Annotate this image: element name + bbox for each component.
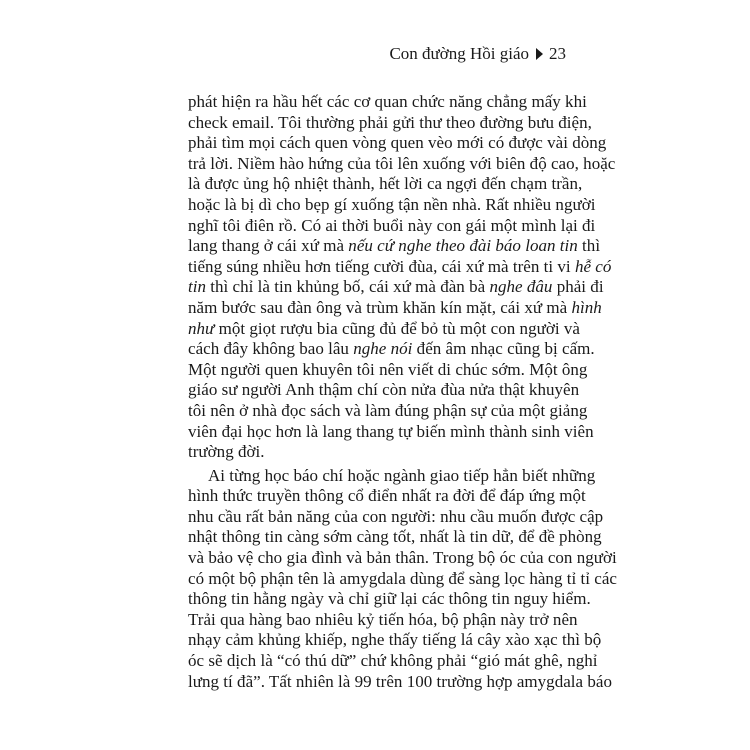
italic-phrase: nghe nói — [353, 339, 413, 359]
text-line — [188, 174, 583, 195]
text-line — [188, 339, 595, 360]
text-line — [188, 256, 612, 278]
text-line — [188, 92, 587, 113]
text-run: và bảo vệ cho gia đình và bản thân. Trong bộ óc của con người — [188, 548, 617, 568]
italic-phrase: như — [188, 318, 215, 338]
italic-phrase: hình — [571, 297, 602, 317]
text-run: phải đi — [552, 277, 604, 297]
text-run: phải tìm mọi cách quen vòng quen vèo mới có được vài dòng — [188, 133, 607, 153]
text-run: nhạy cảm khủng khiếp, nghe thấy tiếng lá cây xào xạc thì bộ — [188, 630, 602, 650]
text-run: hoặc là bị dì cho bẹp gí xuống tận nền nhà. Rất nhiều người — [188, 194, 596, 214]
text-run: tiếng súng nhiều hơn tiếng cười đùa, cái xứ mà trên ti vi — [188, 256, 575, 276]
text-line — [188, 465, 596, 487]
text-line — [188, 651, 598, 672]
text-line — [188, 630, 602, 651]
text-line — [188, 194, 596, 216]
text-run: lưng tí đã”. Tất nhiên là 99 trên 100 trường hợp amygdala báo — [188, 671, 612, 691]
text-run: thì chỉ là tin khủng bố, cái xứ mà đàn bà — [206, 277, 490, 297]
text-run: lang thang ở cái xứ mà — [188, 236, 349, 256]
text-run: năm bước sau đàn ông và trùm khăn kín mặt, cái xứ mà — [188, 297, 572, 317]
italic-phrase: tin — [188, 277, 207, 297]
text-line — [188, 400, 588, 422]
text-run: check email. Tôi thường phải gửi thư theo đường bưu điện, — [188, 112, 592, 132]
text-line — [188, 215, 596, 237]
text-run: Trải qua hàng bao nhiêu kỷ tiến hóa, bộ phận này trở nên — [188, 609, 578, 629]
text-run: một giọt rượu bia cũng đủ để bỏ tù một con người và — [214, 318, 580, 338]
text-line — [188, 297, 602, 319]
running-head-title: Con đường Hồi giáo — [389, 44, 529, 63]
text-line — [188, 277, 604, 298]
text-run: óc sẽ dịch là “có thú dữ” chứ không phải “gió mát ghê, nghỉ — [188, 651, 598, 671]
text-run: nghĩ tôi điên rồ. Có ai thời buổi này con gái một mình lại đi — [188, 215, 596, 235]
text-run: cách đây không bao lâu — [188, 339, 354, 359]
paragraph — [188, 92, 616, 463]
text-run: trả lời. Niềm hào hứng của tôi lên xuống với biên độ cao, hoặc — [188, 153, 616, 173]
text-run: có một bộ phận tên là amygdala dùng để sàng lọc hàng tỉ tỉ các — [188, 568, 617, 588]
text-line — [188, 568, 617, 590]
italic-phrase: nếu cứ nghe theo đài báo loan tin — [348, 236, 578, 256]
text-run: giáo sư người Anh thậm chí còn nửa đùa nửa thật khuyên — [188, 380, 580, 400]
text-line — [188, 153, 616, 175]
text-line — [188, 133, 607, 154]
text-run: Ai từng học báo chí hoặc ngành giao tiếp hẳn biết những — [208, 465, 596, 485]
italic-phrase: hễ có — [574, 256, 612, 276]
text-run: nhu cầu rất bản năng của con người: nhu cầu muốn được cập — [188, 506, 604, 526]
italic-phrase: nghe đâu — [489, 277, 553, 297]
text-line — [188, 359, 588, 381]
triangle-marker-icon — [536, 48, 543, 60]
text-line — [188, 609, 578, 631]
text-run: hình thức truyền thông cổ điển nhất ra đời để đáp ứng một — [188, 486, 586, 506]
text-line — [188, 589, 591, 610]
text-run: thông tin hằng ngày và chỉ giữ lại các thông tin nguy hiểm. — [188, 589, 591, 609]
body-text — [188, 92, 617, 692]
text-run: thì — [577, 236, 601, 256]
text-line — [188, 486, 586, 507]
text-run: viên đại học hơn là lang thang tự biến mình thành sinh viên — [188, 421, 594, 441]
text-line — [188, 442, 566, 463]
page-number: 23 — [549, 44, 566, 63]
text-run: tôi nên ở nhà đọc sách và làm đúng phận sự của một giảng — [188, 400, 588, 420]
text-line — [188, 421, 594, 443]
text-line — [188, 671, 612, 693]
paragraph — [188, 465, 617, 693]
text-run: là được ủng hộ nhiệt thành, hết lời ca ngợi đến chạm trần, — [188, 174, 583, 194]
running-head — [389, 44, 566, 64]
text-line — [188, 318, 580, 340]
text-line — [188, 380, 580, 401]
text-run: trường đời. — [188, 442, 265, 462]
text-run: Một người quen khuyên tôi nên viết di chúc sớm. Một ông — [188, 359, 588, 379]
text-line — [188, 112, 592, 134]
text-line — [188, 527, 602, 548]
text-line — [188, 548, 617, 569]
text-line — [188, 506, 604, 528]
text-run: phát hiện ra hầu hết các cơ quan chức năng chẳng mấy khi — [188, 92, 587, 111]
text-run: đến âm nhạc cũng bị cấm. — [412, 339, 595, 359]
text-line — [188, 236, 601, 257]
text-run: nhật thông tin càng sớm càng tốt, nhất là tin dữ, để đề phòng — [188, 527, 602, 547]
